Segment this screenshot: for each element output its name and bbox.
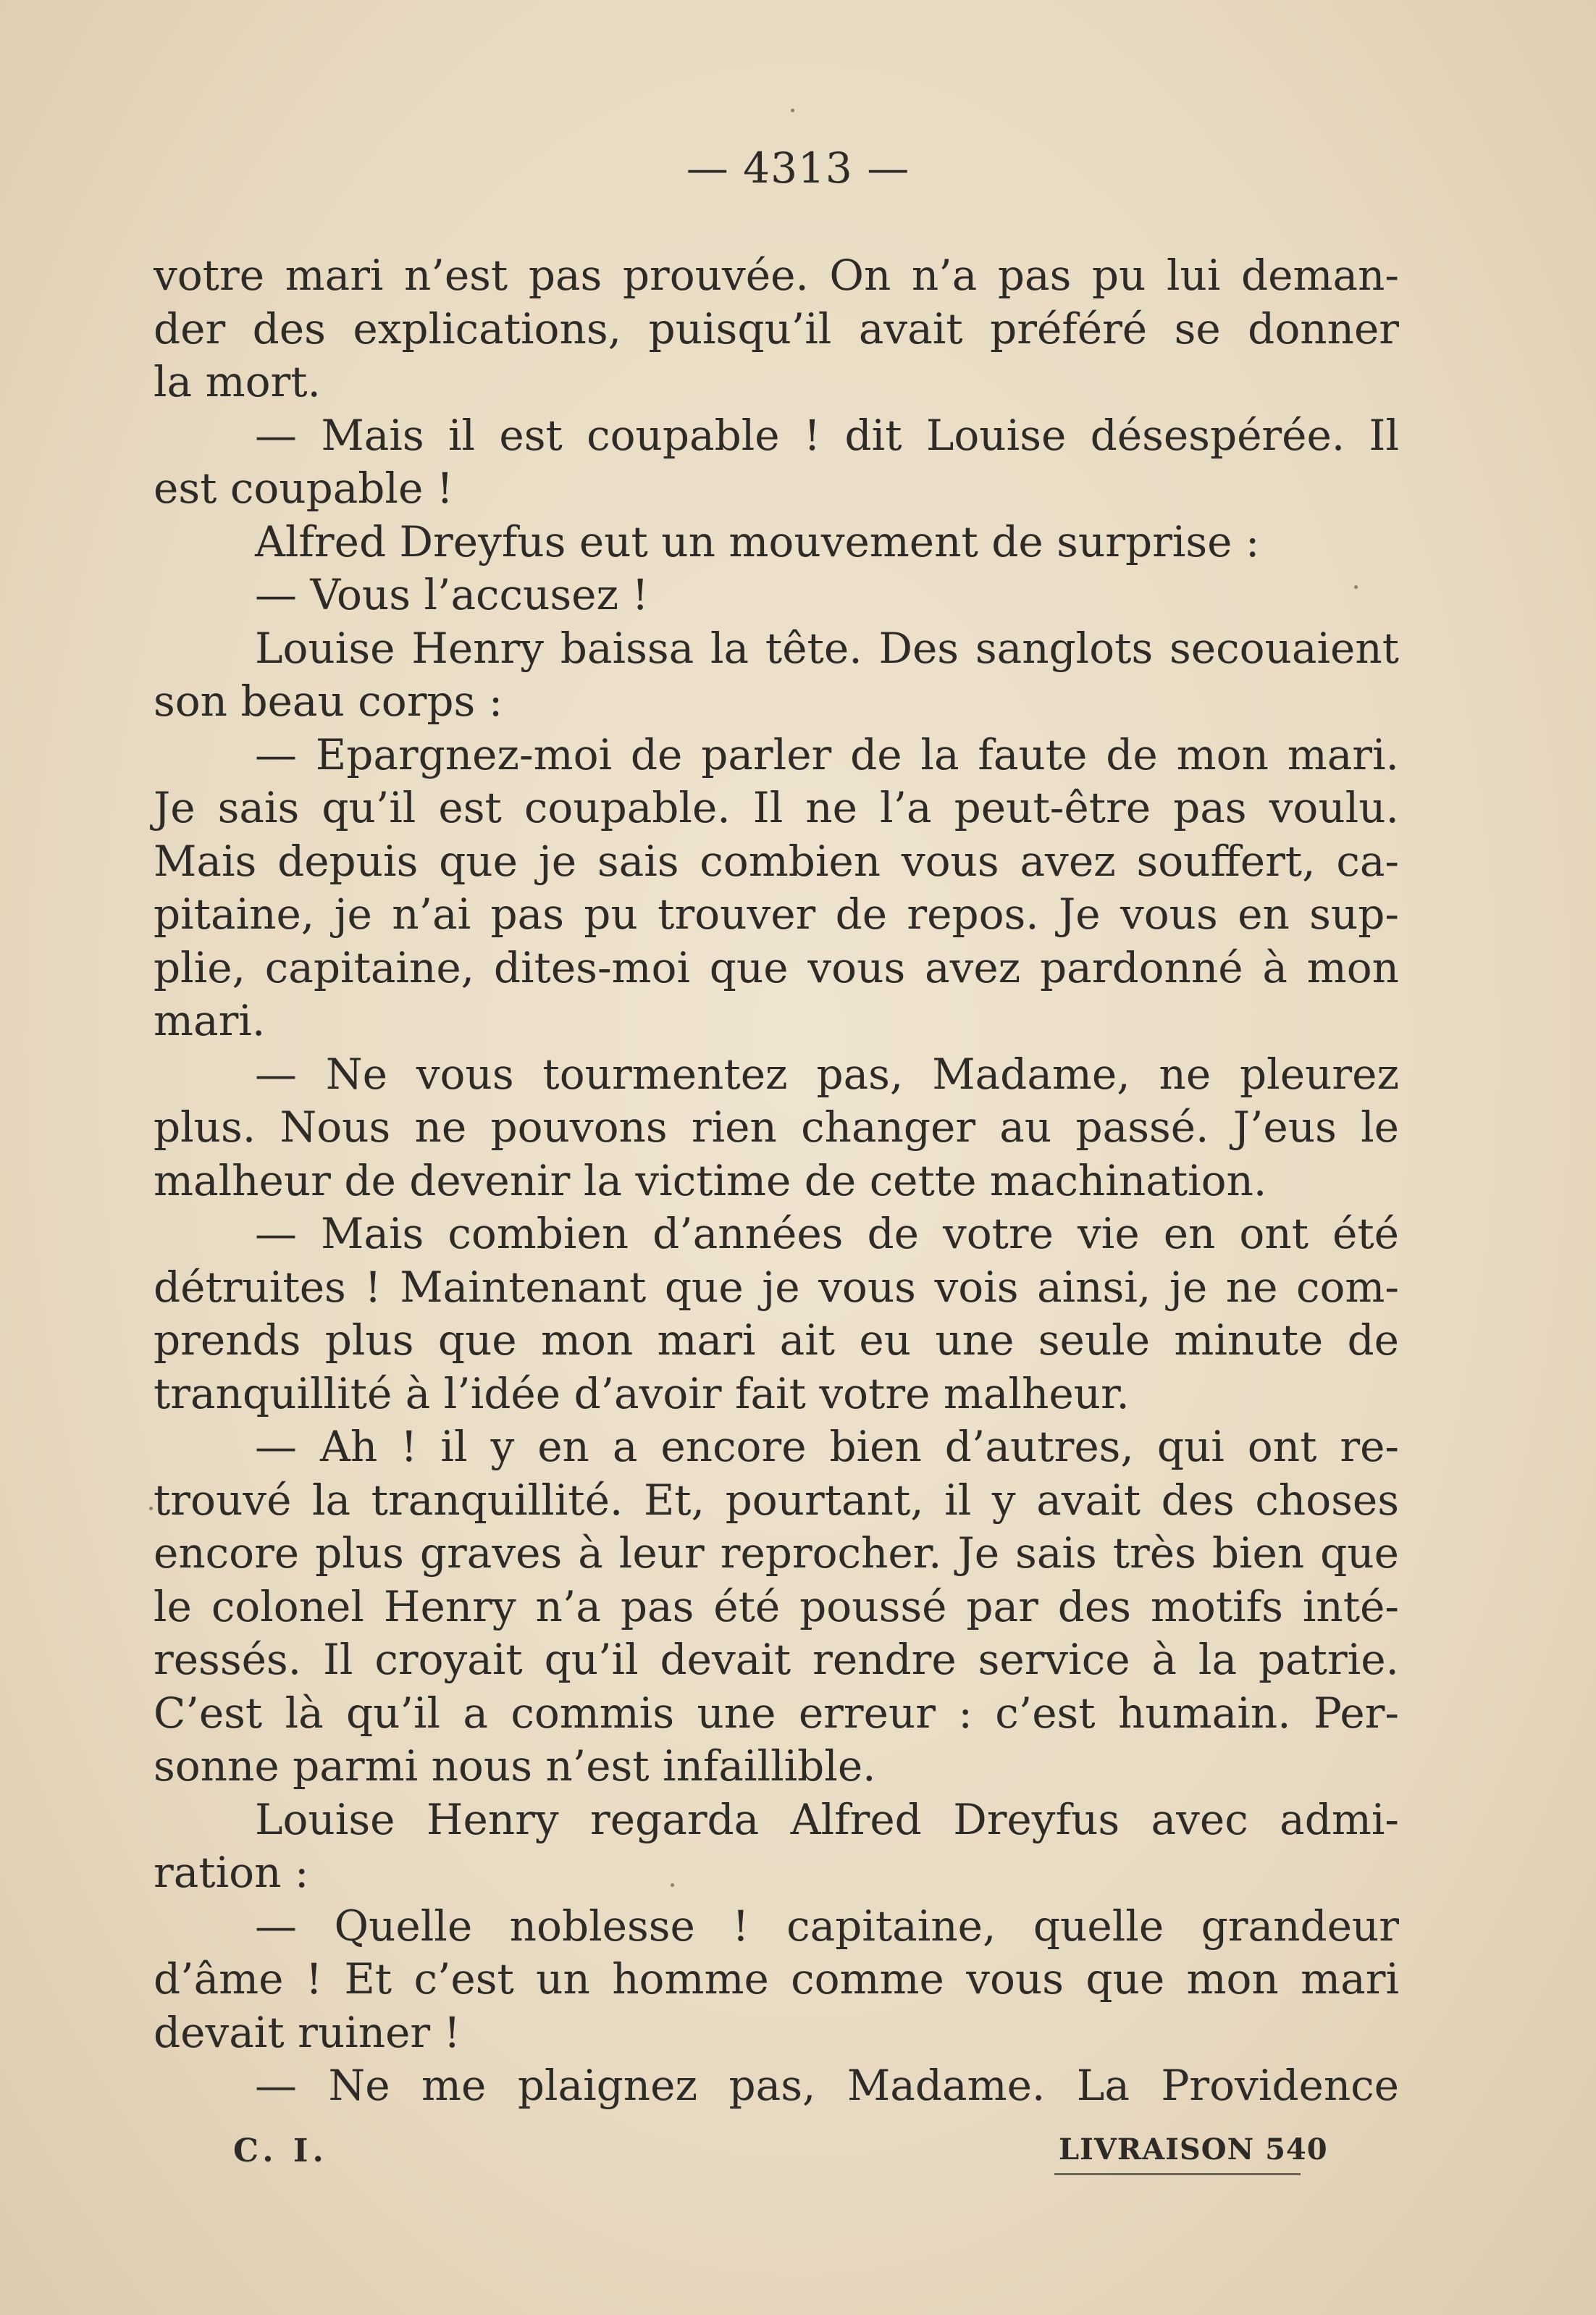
text-line: — Mais il est coupable ! dit Louise désespérée. Il [255, 410, 1399, 460]
text-line: — Quelle noblesse ! capitaine, quelle grandeur [255, 1901, 1399, 1951]
paper-speck [791, 109, 794, 112]
body-text [154, 249, 1399, 2113]
text-line: d’âme ! Et c’est un homme comme vous que mon mari [154, 1954, 1399, 2004]
text-line: la mort. [154, 357, 321, 406]
text-line: sonne parmi nous n’est infaillible. [154, 1741, 876, 1791]
paper-speck [1354, 585, 1358, 589]
text-line: — Ah ! il y en a encore bien d’autres, qui ont re- [255, 1422, 1399, 1471]
text-line: Alfred Dreyfus eut un mouvement de surprise : [255, 516, 1260, 566]
text-line: est coupable ! [154, 464, 454, 513]
text-line: Louise Henry regarda Alfred Dreyfus avec admi- [255, 1794, 1399, 1844]
paper-speck [671, 1883, 674, 1887]
text-line: pitaine, je n’ai pas pu trouver de repos. Je vous en sup- [154, 889, 1399, 939]
text-line: devait ruiner ! [154, 2007, 461, 2057]
footer-underline [1054, 2173, 1301, 2175]
text-line: encore plus graves à leur reprocher. Je sais très bien que [154, 1528, 1399, 1578]
text-line: Louise Henry baissa la tête. Des sanglots secouaient [255, 623, 1399, 673]
text-line: — Mais combien d’années de votre vie en ont été [255, 1209, 1399, 1258]
footer-livraison: LIVRAISON 540 [1059, 2132, 1328, 2167]
text-line: mari. [154, 996, 266, 1045]
text-line: — Vous l’accusez ! [255, 570, 649, 619]
text-line: Mais depuis que je sais combien vous avez souffert, ca- [154, 836, 1399, 886]
text-line: C’est là qu’il a commis une erreur : c’est humain. Per- [154, 1688, 1399, 1738]
text-line: tranquillité à l’idée d’avoir fait votre malheur. [154, 1368, 1130, 1418]
text-line: plus. Nous ne pouvons rien changer au passé. J’eus le [154, 1102, 1399, 1152]
text-line: Je sais qu’il est coupable. Il ne l’a peut-être pas voulu. [154, 783, 1399, 832]
text-line: votre mari n’est pas prouvée. On n’a pas pu lui deman- [154, 251, 1399, 300]
page-number: — 4313 — [686, 143, 910, 193]
text-line: ration : [154, 1848, 309, 1897]
text-line: prends plus que mon mari ait eu une seule minute de [154, 1315, 1399, 1365]
footer-signature: C. I. [233, 2132, 328, 2169]
text-line: malheur de devenir la victime de cette machination. [154, 1155, 1267, 1205]
text-line: — Epargnez-moi de parler de la faute de mon mari. [255, 729, 1399, 779]
text-line: — Ne me plaignez pas, Madame. La Providence [255, 2061, 1399, 2110]
text-line: plie, capitaine, dites-moi que vous avez pardonné à mon [154, 942, 1399, 992]
text-line: le colonel Henry n’a pas été poussé par des motifs inté- [154, 1581, 1399, 1631]
paper-speck [149, 1507, 153, 1510]
text-line: trouvé la tranquillité. Et, pourtant, il y avait des choses [154, 1475, 1399, 1525]
text-line: ressés. Il croyait qu’il devait rendre service à la patrie. [154, 1635, 1399, 1684]
text-line: der des explications, puisqu’il avait préféré se donner [154, 303, 1399, 353]
text-line: détruites ! Maintenant que je vous vois ainsi, je ne com- [154, 1262, 1399, 1312]
text-line: son beau corps : [154, 677, 503, 726]
text-line: — Ne vous tourmentez pas, Madame, ne pleurez [255, 1049, 1399, 1099]
